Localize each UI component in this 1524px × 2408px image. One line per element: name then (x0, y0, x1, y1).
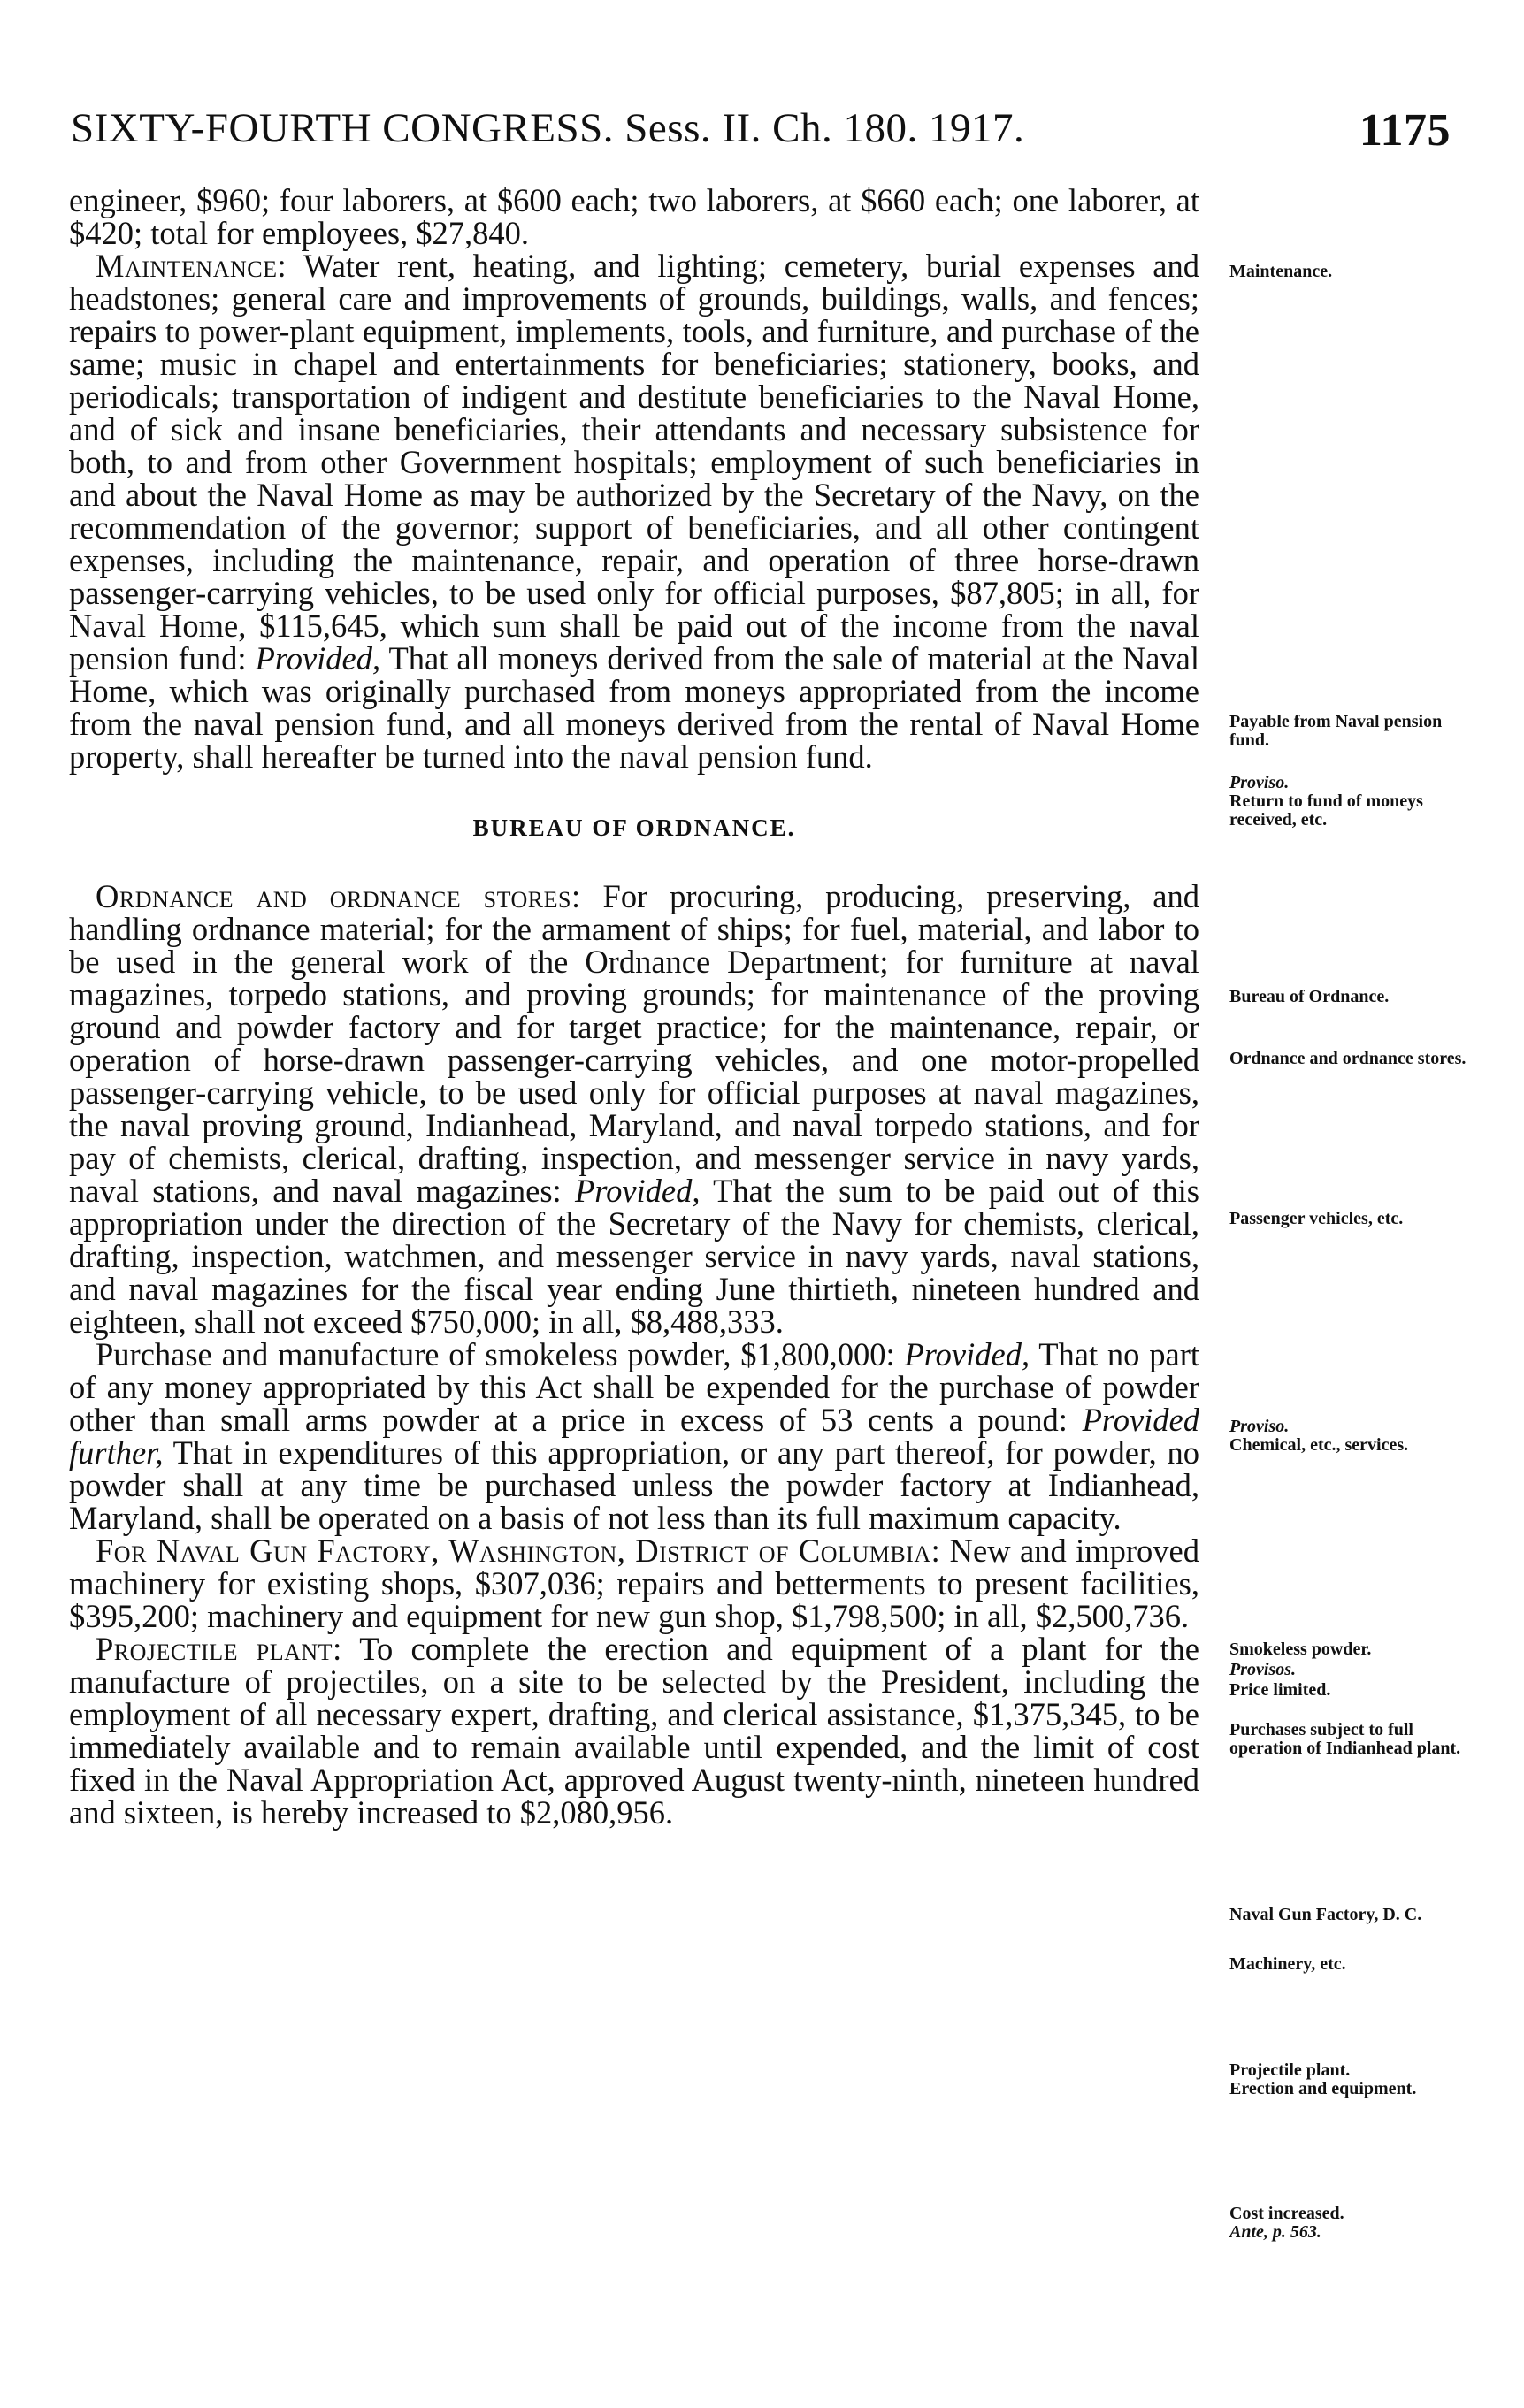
projectile-text: To complete the erection and equipment of a plant for the manufacture of projectiles, on a site to be selected by the President, including the employment of all necessary expert, drafting, and clerical assistance, $1,375,345, to be immediately available and to remain available until expended, and the limit of cost fixed in the Naval Appropriation Act, approved August twenty-ninth, nineteen hundred and sixteen, is hereby increased to $2,080,956. (69, 1631, 1199, 1831)
margin-note-price-limited: Price limited. (1229, 1680, 1331, 1700)
maintenance-text: Water rent, heating, and lighting; cemetery, burial expenses and headstones; general care and improvements of grounds, buildings, walls, and fences; repairs to power-plant equipment, implements, tools, and furniture, and purchase of the same; music in chapel and entertainments for beneficiaries; stationery, books, and periodicals; transportation of indigent and destitute beneficiaries to the Naval Home, and of sick and insane beneficiaries, their attendants and necessary subsistence for both, to and from other Government hospitals; employment of such beneficiaries in and about the Naval Home as may be authorized by the Secretary of the Navy, on the recommendation of the governor; support of beneficiaries, and all other contingent expenses, including the maintenance, repair, and operation of three horse-drawn passenger-carrying vehicles, to be used only for official purposes, $87,805; in all, for Naval Home, $115,645, which sum shall be paid out of the income from the naval pension fund: (69, 248, 1199, 677)
margin-note-payable: Payable from Naval pension fund. (1229, 712, 1443, 750)
smokeless-text: Purchase and manufacture of smokeless powder, $1,800,000: (96, 1336, 905, 1372)
margin-note-purchases: Purchases subject to full operation of Indianhead plant. (1229, 1720, 1461, 1758)
margin-note-gun-factory: Naval Gun Factory, D. C. (1229, 1905, 1422, 1924)
proviso-provided-further: Provided further, (69, 1402, 1199, 1471)
projectile-heading: Projectile plant: (96, 1631, 342, 1667)
page-number: 1175 (1359, 105, 1451, 156)
gun-factory-heading: For Naval Gun Factory, Washington, District of Columbia: (96, 1533, 941, 1569)
header-title: SIXTY-FOURTH CONGRESS. Sess. II. Ch. 180. 1917. (71, 105, 1025, 151)
section-heading-bureau-of-ordnance: BUREAU OF ORDNANCE. (472, 814, 796, 841)
proviso-provided: Provided, (574, 1173, 701, 1209)
smokeless-end-text: That in expenditures of this appropriation, or any part thereof, for powder, no powder shall at any time be purchased unless the powder factory at Indianhead, Maryland, shall be operated on a basis of not less than its full maximum capacity. (69, 1434, 1199, 1536)
ordnance-proviso-text: That the sum to be paid out of this appropriation under the direction of the Secretary of the Navy for chemists, clerical, drafting, inspection, watchmen, and messenger service in navy yards, naval stations, and naval magazines for the fiscal year ending June thirtieth, nineteen hundred and eighteen, shall not exceed $750,000; in all, $8,488,333. (69, 1173, 1199, 1340)
margin-note-cost-increased: Cost increased. (1229, 2204, 1344, 2223)
margin-note-erection: Erection and equipment. (1229, 2079, 1417, 2098)
paragraph-naval-gun-factory (69, 1534, 1199, 1632)
gun-factory-text: New and improved machinery for existing shops, $307,036; repairs and betterments to present facilities, $395,200; machinery and equipment for new gun shop, $1,798,500; in all, $2,500,736. (69, 1533, 1199, 1634)
maintenance-proviso-text: That all moneys derived from the sale of material at the Naval Home, which was originally purchased from moneys appropriated from the income from the naval pension fund, and all moneys derived from the rental of Naval Home property, shall hereafter be turned into the naval pension fund. (69, 640, 1199, 775)
margin-note-proviso: Proviso. (1229, 1417, 1290, 1436)
smokeless-middle-text: That no part of any money appropriated by this Act shall be expended for the purchase of powder other than small arms powder at a price in excess of 53 cents a pound: (69, 1336, 1199, 1438)
maintenance-heading: Maintenance: (96, 248, 287, 284)
paragraph-ordnance (69, 880, 1199, 1338)
margin-note-maintenance: Maintenance. (1229, 262, 1333, 281)
margin-note-chemical: Chemical, etc., services. (1229, 1435, 1409, 1455)
main-text-column (69, 184, 1199, 1829)
ordnance-text: For procuring, producing, preserving, and handling ordnance material; for the armament of ships; for fuel, material, and labor to be used in the general work of the Ordnance Department; for furniture at naval magazines, torpedo stations, and proving grounds; for maintenance of the proving ground and powder factory and for target practice; for the maintenance, repair, or operation of horse-drawn passenger-carrying vehicles, and one motor-propelled passenger-carrying vehicle, to be used only for official purposes at naval magazines, the naval proving ground, Indianhead, Maryland, and naval torpedo stations, and for pay of chemists, clerical, drafting, inspection, and messenger service in navy yards, naval stations, and naval magazines: (69, 878, 1200, 1209)
margin-note-ante: Ante, p. 563. (1229, 2222, 1321, 2242)
paragraph-projectile-plant (69, 1632, 1199, 1829)
proviso-provided: Provided, (255, 640, 381, 677)
margin-note-projectile: Projectile plant. (1229, 2060, 1351, 2080)
ordnance-heading: Ordnance and ordnance stores: (96, 878, 581, 914)
margin-note-machinery: Machinery, etc. (1229, 1954, 1346, 1974)
paragraph-maintenance (69, 249, 1199, 773)
paragraph-employees: engineer, $960; four laborers, at $600 each; two laborers, at $660 each; one laborer, at $420; total for employees, $27,840. (69, 182, 1199, 251)
margin-note-ordnance: Ordnance and ordnance stores. (1229, 1049, 1467, 1068)
margin-note-passenger: Passenger vehicles, etc. (1229, 1209, 1404, 1228)
margin-note-proviso: Proviso. (1229, 773, 1290, 792)
margin-note-return-fund: Return to fund of moneys received, etc. (1229, 791, 1423, 829)
margin-note-provisos: Provisos. (1229, 1660, 1296, 1679)
proviso-provided: Provided, (904, 1336, 1030, 1372)
margin-note-bureau: Bureau of Ordnance. (1229, 987, 1390, 1006)
paragraph-smokeless-powder (69, 1338, 1199, 1534)
margin-note-smokeless: Smokeless powder. (1229, 1640, 1372, 1659)
